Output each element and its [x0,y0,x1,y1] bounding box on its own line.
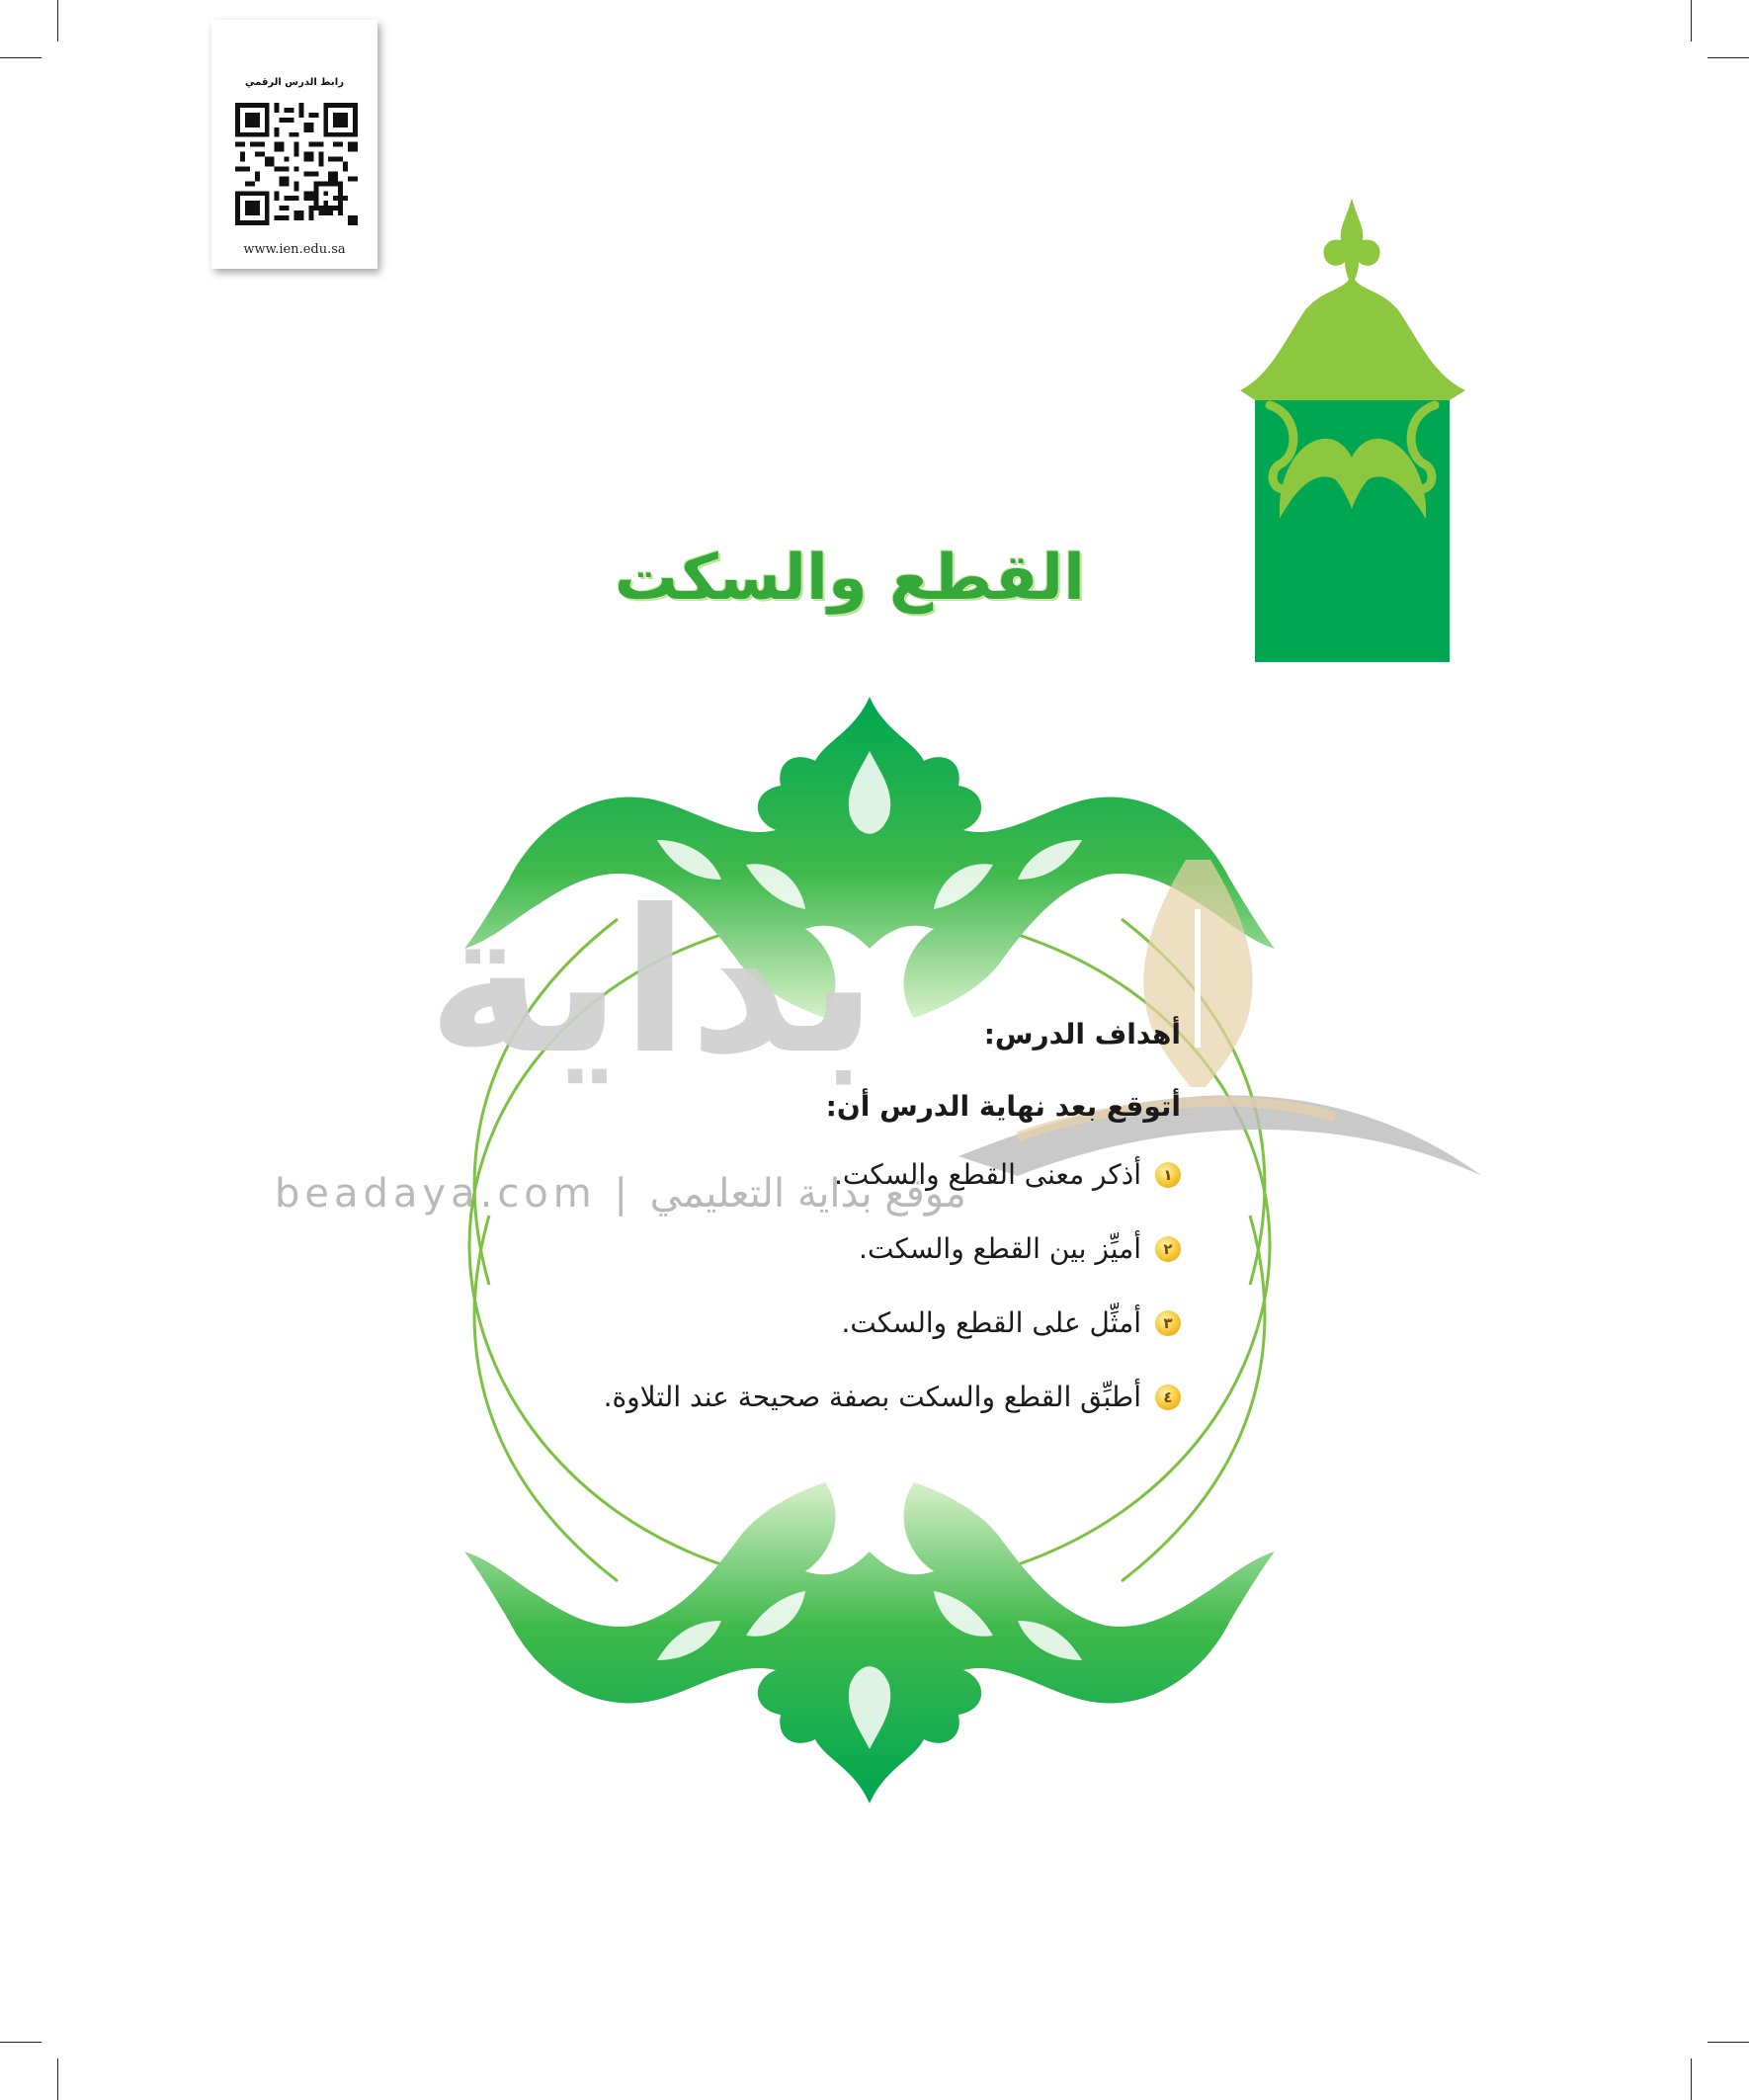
objective-text: أميِّز بين القطع والسكت. [859,1232,1141,1265]
qr-card[interactable] [211,20,377,269]
crop-mark [0,57,42,58]
objective-text: أمثِّل على القطع والسكت. [841,1306,1141,1339]
crop-mark [0,2042,42,2043]
qr-url[interactable]: www.ien.edu.sa [243,242,346,257]
qr-caption: رابط الدرس الرقمي [245,77,344,88]
objective-item [553,1232,1181,1265]
crop-mark [1691,2058,1692,2100]
objectives-intro: أتوقع بعد نهاية الدرس أن: [825,1090,1181,1123]
objective-number-badge: ٤ [1155,1385,1181,1410]
lesson-title: القطع والسكت [614,542,1086,615]
lesson-objectives [553,1018,1181,1455]
crop-mark [1707,2042,1749,2043]
crop-mark [1691,0,1692,42]
objective-number-badge: ١ [1155,1162,1181,1188]
objective-number-badge: ٣ [1155,1310,1181,1336]
objective-number-badge: ٢ [1155,1236,1181,1262]
crop-mark [57,0,58,42]
objective-text: أطبِّق القطع والسكت بصفة صحيحة عند التلاوة. [603,1381,1141,1413]
qr-code-icon[interactable] [235,103,358,225]
objective-item [553,1158,1181,1191]
crop-mark [57,2058,58,2100]
crop-mark [1707,57,1749,58]
objectives-heading: أهداف الدرس: [983,1018,1181,1050]
objective-item [553,1381,1181,1413]
objective-item [553,1306,1181,1339]
watermark-word: بداية [427,870,877,1097]
objective-text: أذكر معنى القطع والسكت. [833,1158,1141,1191]
mihrab-icon [1240,193,1467,667]
watermark-line: beadaya.com | موقع بداية التعليمي [275,1171,966,1217]
